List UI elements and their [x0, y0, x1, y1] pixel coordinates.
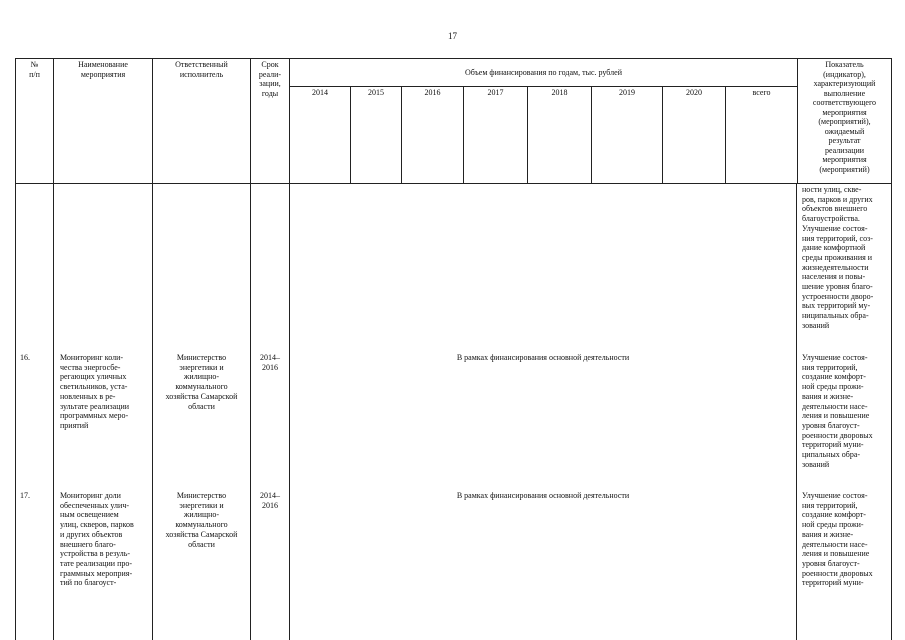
- activity-name: Мониторинг доли обеспеченных улич- ным освещением улиц, скверов, парков и других объектов внешнего благо- устройства в резуль- тате реализации про- граммных мероприя- тий по благоуст-: [60, 491, 134, 588]
- column-divider: [289, 184, 290, 640]
- implementation-term: 2014– 2016: [260, 353, 280, 372]
- funding-note: В рамках финансирования основной деятельности: [456, 491, 630, 500]
- responsible-executor: Министерство энергетики и жилищно- коммунального хозяйства Самарской области: [165, 491, 238, 549]
- header-num: № п/п: [16, 59, 54, 184]
- column-divider: [250, 184, 251, 640]
- header-year-total: всего: [726, 87, 798, 184]
- column-divider: [152, 184, 153, 640]
- column-divider: [53, 184, 54, 640]
- header-year: 2017: [464, 87, 528, 184]
- table-border-left: [15, 184, 16, 640]
- indicator-continuation: ности улиц, скве- ров, парков и других объектов внешнего благоустройства. Улучшение состоя- ния территорий, соз- дание комфортной среды проживания и жизнедеятельности населения и повы- шение уровня благо- устроенности дворо- вых территорий му- ниципальных обра- зований: [802, 185, 874, 330]
- header-year: 2020: [663, 87, 726, 184]
- indicator-text: Улучшение состоя- ния территорий, создание комфорт- ной среды прожи- вания и жизне- деятельности насе- ления и повышение уровня благоуст- роенности дворовых территорий муни- ципальных обра- зований: [802, 353, 873, 469]
- header-year: 2019: [592, 87, 663, 184]
- table-border-right: [891, 184, 892, 640]
- row-number: 16.: [20, 353, 30, 362]
- header-year: 2015: [351, 87, 402, 184]
- funding-note: В рамках финансирования основной деятельности: [456, 353, 630, 362]
- responsible-executor: Министерство энергетики и жилищно- коммунального хозяйства Самарской области: [165, 353, 238, 411]
- page-number: 17: [448, 31, 457, 41]
- indicator-text: Улучшение состоя- ния территорий, создание комфорт- ной среды прожи- вания и жизне- деятельности насе- ления и повышение уровня благоуст- роенности дворовых территорий муни-: [802, 491, 873, 588]
- header-term: Срок реали- зации, годы: [251, 59, 290, 184]
- header-executor: Ответственный исполнитель: [153, 59, 251, 184]
- header-year: 2016: [402, 87, 464, 184]
- header-indicator: Показатель (индикатор), характеризующий выполнение соответствующего мероприятия (мероприятий), ожидаемый результат реализации мероприятия (мероприятий): [798, 59, 892, 184]
- activity-name: Мониторинг коли- чества энергосбе- регающих уличных светильников, уста- новленных в ре- зультате реализации программных меро- приятий: [60, 353, 130, 430]
- column-divider: [796, 184, 797, 640]
- table-header: [15, 58, 892, 184]
- header-year: 2018: [528, 87, 592, 184]
- row-number: 17.: [20, 491, 30, 500]
- header-name: Наименование мероприятия: [54, 59, 153, 184]
- implementation-term: 2014– 2016: [260, 491, 280, 510]
- header-funding: Объем финансирования по годам, тыс. рублей: [290, 59, 798, 87]
- header-year: 2014: [290, 87, 351, 184]
